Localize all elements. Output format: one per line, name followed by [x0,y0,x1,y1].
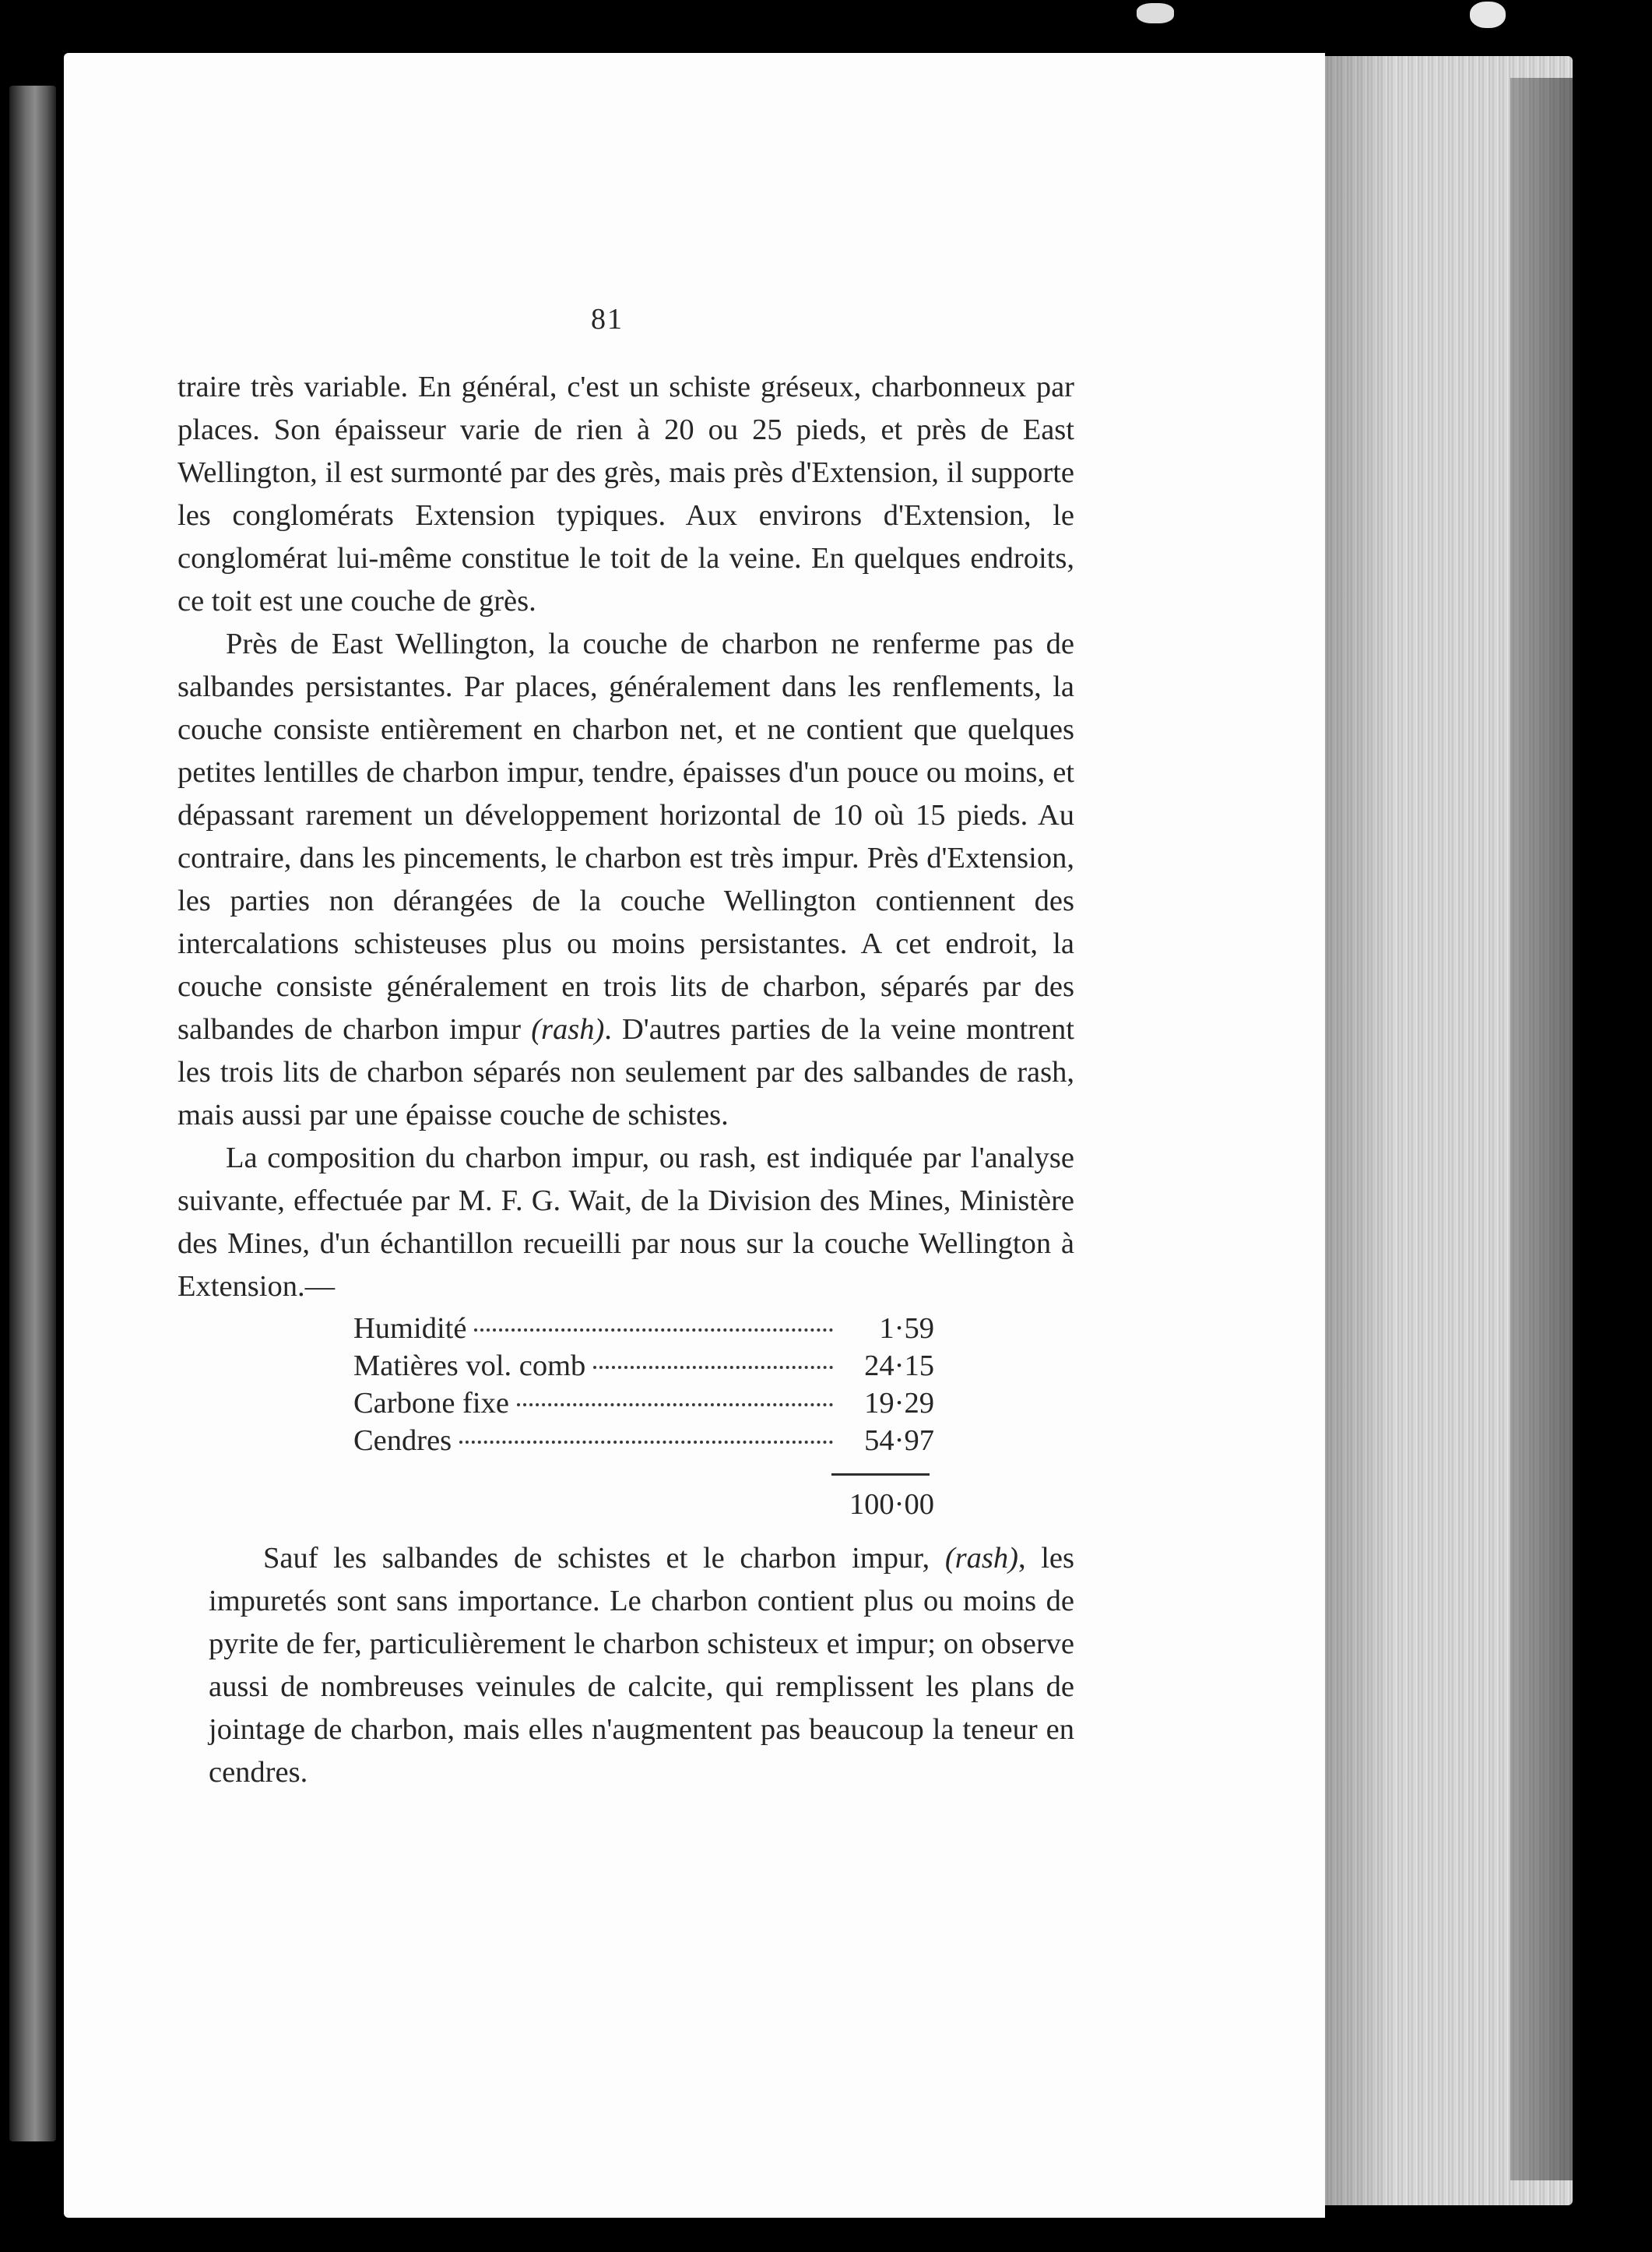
analysis-value: 1·59 [879,1312,934,1345]
analysis-row [353,1311,934,1349]
paragraph-text: . D'autres parties de la veine montrent les trois lits de charbon séparés non seulement par des salbandes de rash, mais aussi par une épaisse couche de schistes. [178,1013,1074,1131]
paragraph [178,623,1074,1137]
analysis-label: Humidité [353,1312,467,1345]
paragraph-text: , les impuretés sont sans importance. Le charbon contient plus ou moins de pyrite de fer, particulièrement le charbon schisteux et impur; on observe aussi de nombreuses veinules de calcite, qui remplissent les plans de jointage de charbon, mais elles n'augmentent pas beaucoup la teneur en cendres. [209,1542,1075,1789]
left-page-edge [9,86,56,2141]
dot-leader [459,1441,833,1444]
paragraph-text: Sauf les salbandes de schistes et le charbon impur, [263,1542,930,1575]
analysis-value: 19·29 [864,1387,934,1420]
analysis-total: 100·00 [849,1488,934,1521]
body-text [178,366,1074,1308]
italic-term: (rash) [531,1013,605,1046]
analysis-label: Cendres [353,1424,452,1457]
analysis-row [353,1386,934,1423]
paragraph: La composition du charbon impur, ou rash, est indiquée par l'analyse suivante, effectuée par M. F. G. Wait, de la Division des Mines, Ministère des Mines, d'un échantillon recueilli par nous sur la couche Wellington à Extension.— [178,1142,1074,1303]
analysis-table [353,1311,934,1461]
analysis-row [353,1349,934,1386]
right-stack-edge [1510,78,1573,2180]
analysis-row [353,1423,934,1461]
dot-leader [474,1328,833,1332]
dot-leader [517,1403,833,1406]
dust-speck [1137,3,1174,23]
closing-paragraph [209,1537,1074,1794]
analysis-value: 54·97 [864,1424,934,1457]
dust-speck [1470,2,1506,28]
analysis-label: Matières vol. comb [353,1349,586,1382]
page-gutter-shadow [1323,56,1394,2205]
italic-term: (rash) [944,1542,1018,1575]
analysis-label: Carbone fixe [353,1387,509,1420]
paragraph-text: Près de East Wellington, la couche de charbon ne renferme pas de salbandes persistantes. Par places, généralement dans les renflements, la couche consiste entièrement en charbon net, et ne contient que quelques petites lentilles de charbon impur, tendre, épaisses d'un pouce ou moins, et dépassant rarement un développement horizontal de 10 où 15 pieds. Au contraire, dans les pincements, le charbon est très impur. Près d'Extension, les parties non dérangées de la couche Wellington contiennent des intercalations schisteuses plus ou moins persistantes. A cet endroit, la couche consiste généralement en trois lits de charbon, séparés par des salbandes de charbon impur [178,628,1074,1046]
page-number: 81 [591,303,624,336]
paragraph [209,1537,1074,1794]
dot-leader [593,1366,833,1369]
total-rule [831,1473,930,1476]
paragraph: traire très variable. En général, c'est un schiste gréseux, charbonneux par places. Son épaisseur varie de rien à 20 ou 25 pieds, et près de East Wellington, il est surmonté par des grès, mais près d'Extension, il supporte les conglomérats Extension typiques. Aux environs d'Extension, le conglomérat lui-même constitue le toit de la veine. En quelques endroits, ce toit est une couche de grès. [178,371,1074,618]
analysis-value: 24·15 [864,1349,934,1382]
